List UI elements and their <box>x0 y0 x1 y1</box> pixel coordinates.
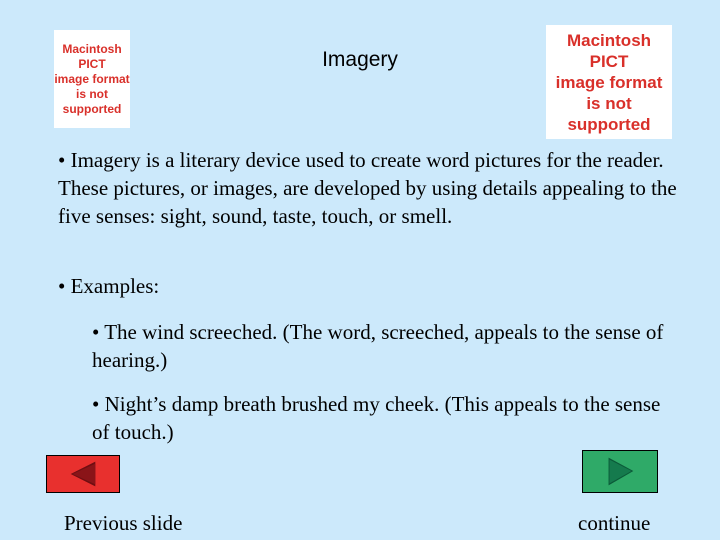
example-item-2: • Night’s damp breath brushed my cheek. (This appeals to the sense of touch.) <box>92 392 661 444</box>
left-arrow-icon <box>47 456 119 492</box>
previous-slide-link[interactable]: Previous slide <box>64 511 183 535</box>
unsupported-image-placeholder-right: Macintosh PICT image format is not supported <box>546 25 672 139</box>
right-arrow-icon <box>583 451 657 492</box>
slide-title: Imagery <box>322 48 398 71</box>
unsupported-image-placeholder-left: Macintosh PICT image format is not supported <box>54 30 130 128</box>
continue-link[interactable]: continue <box>578 511 651 535</box>
continue-button[interactable] <box>582 450 658 493</box>
examples-heading: • Examples: <box>58 274 160 298</box>
example-item-1: • The wind screeched. (The word, screeched, appeals to the sense of hearing.) <box>92 320 664 372</box>
previous-slide-button[interactable] <box>46 455 120 493</box>
definition-paragraph: • Imagery is a literary device used to create word pictures for the reader. These pictures, or images, are developed by using details appealing to the five senses: sight, sound, taste, touch, or smell. <box>58 148 677 228</box>
